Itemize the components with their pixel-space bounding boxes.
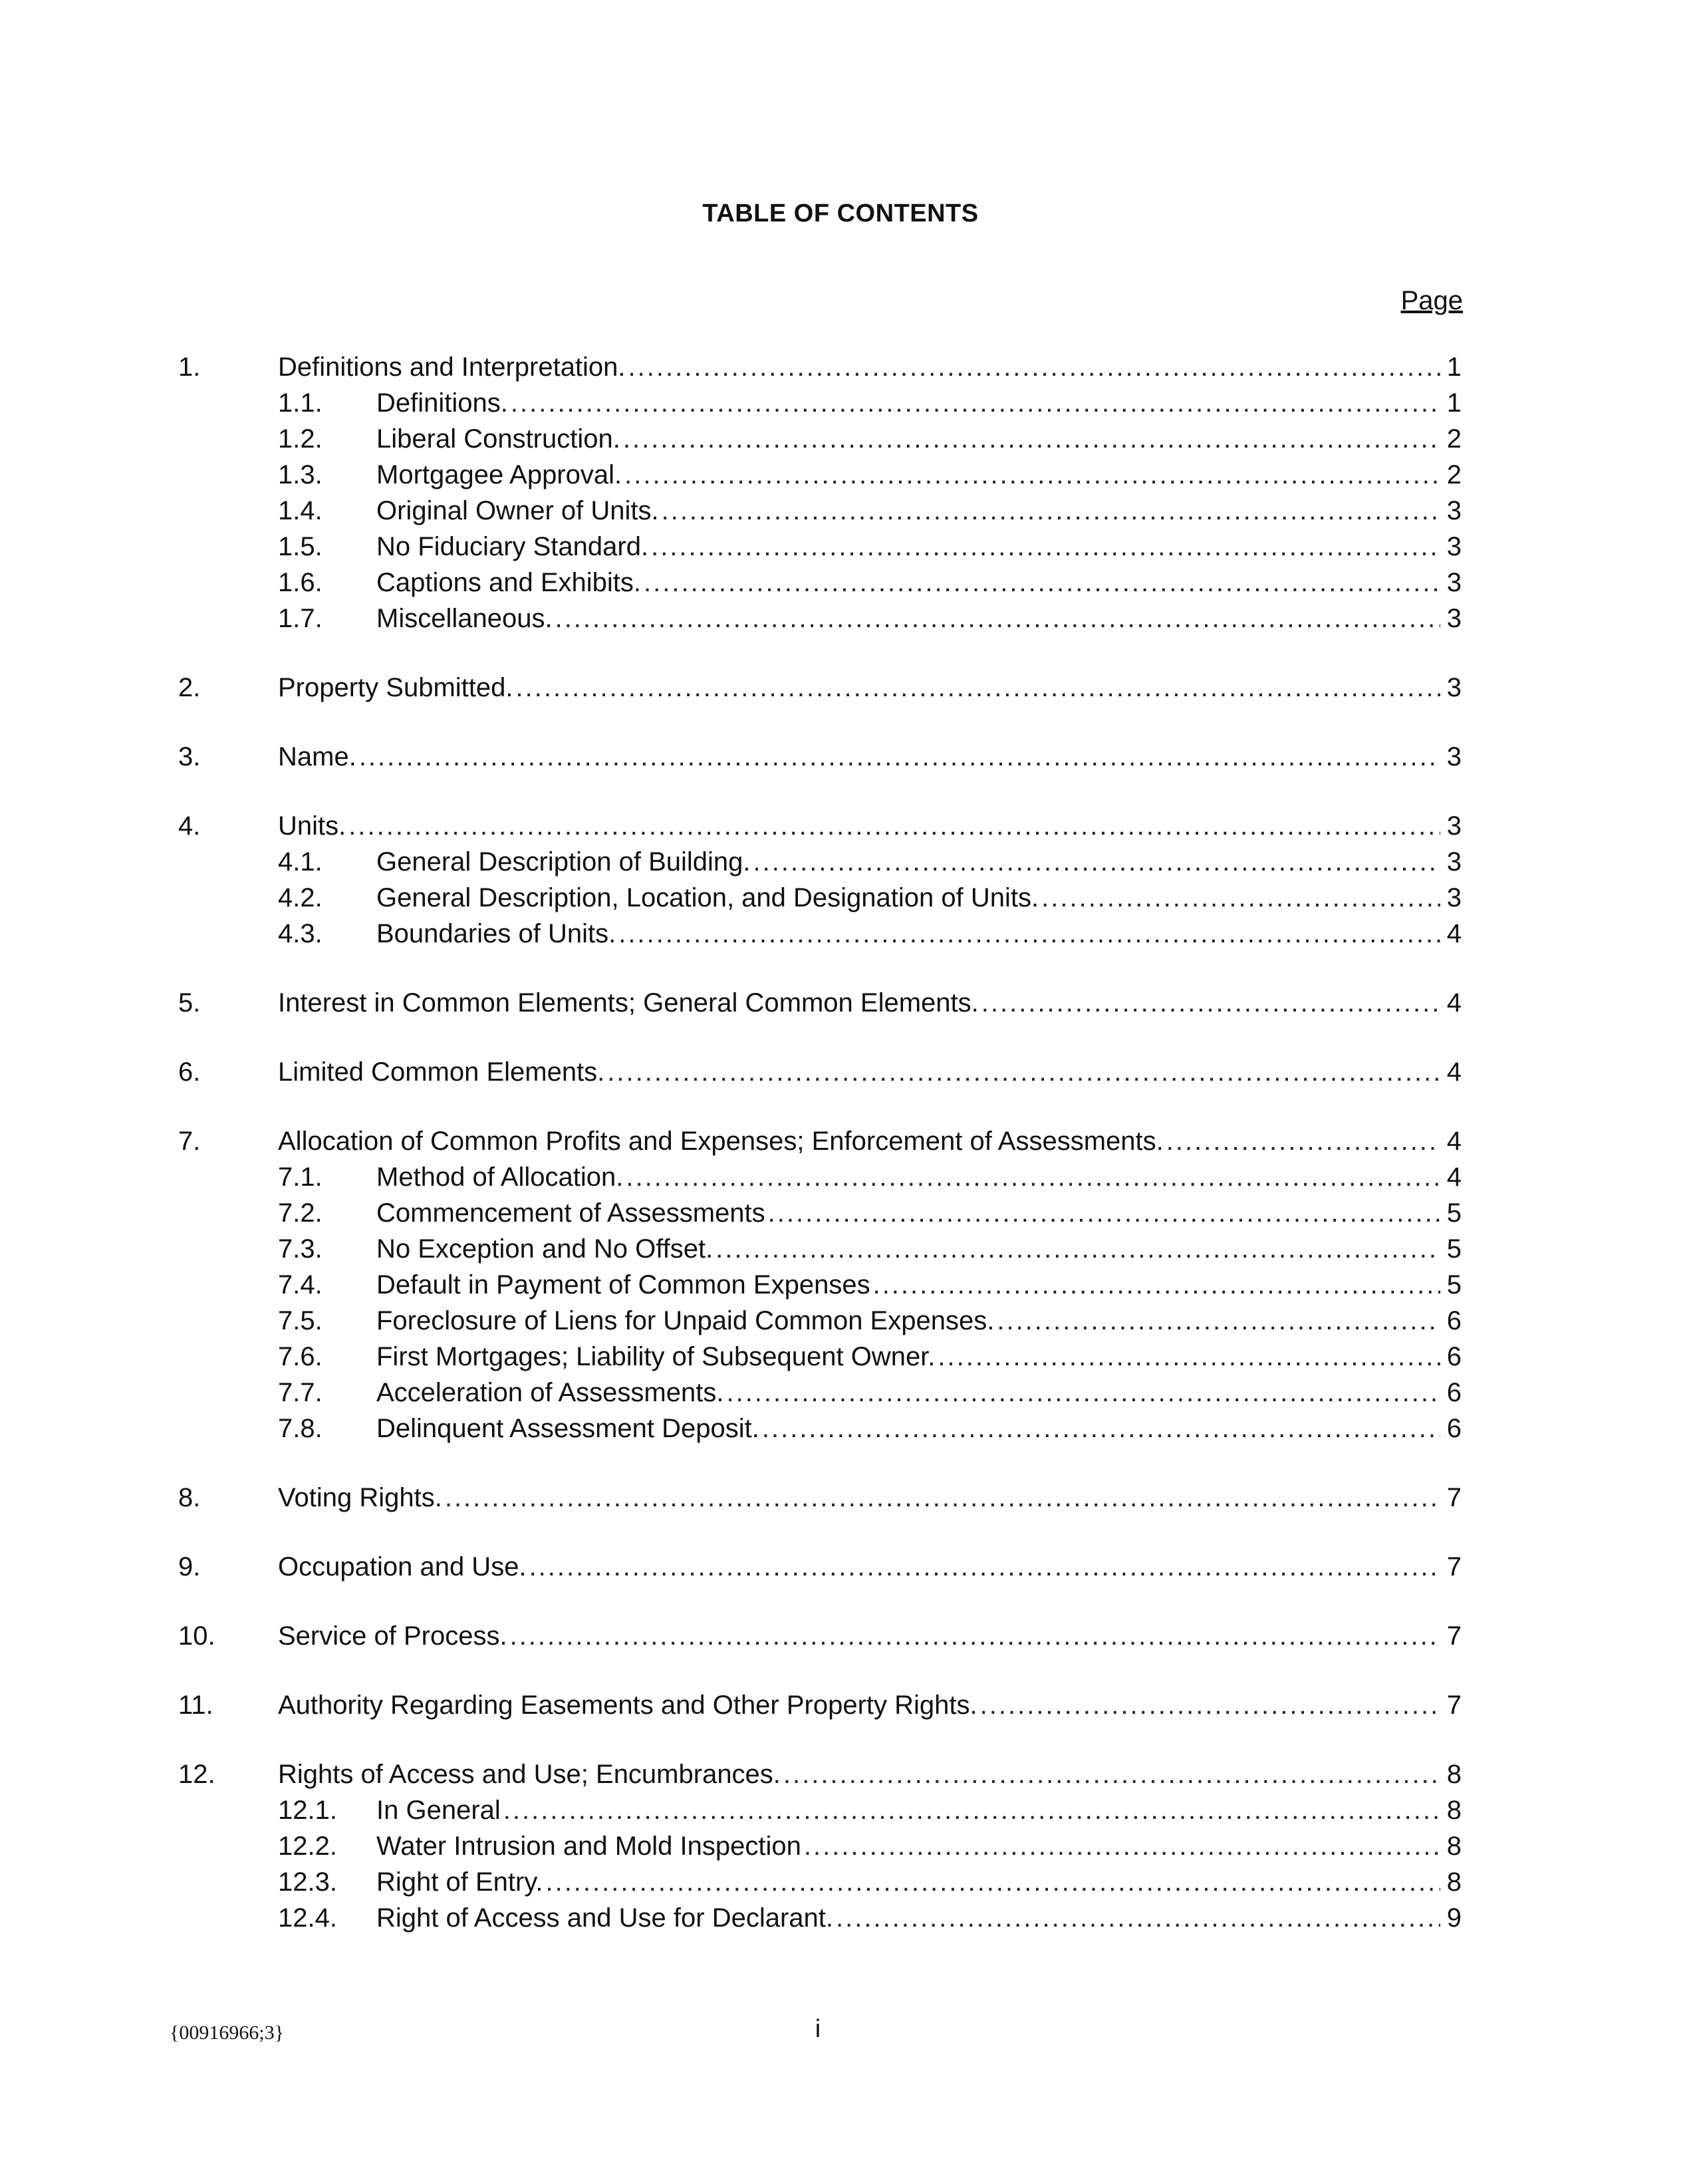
toc-entry-number: 7. [178, 1127, 201, 1156]
dot-leader [516, 670, 1441, 706]
toc-row [0, 1549, 1681, 1585]
toc-row [0, 916, 1681, 952]
toc-entry-title: Occupation and Use. [278, 1552, 527, 1581]
toc-row [0, 1123, 1681, 1159]
toc-entry-title: No Fiduciary Standard. [376, 532, 649, 561]
toc-entry-page: 8 [1446, 1760, 1462, 1789]
toc-entry-page: 3 [1446, 883, 1462, 912]
toc-entry-page: 8 [1446, 1867, 1462, 1897]
dot-leader [510, 1618, 1440, 1654]
toc-entry [376, 493, 1462, 529]
toc-row [0, 1756, 1681, 1792]
toc-entry-title: Default in Payment of Common Expenses [376, 1270, 870, 1299]
toc-entry-number: 1.7. [278, 604, 323, 633]
dot-leader [980, 1687, 1440, 1723]
dot-leader [938, 1339, 1440, 1375]
dot-leader [623, 421, 1440, 457]
toc-entry-page: 4 [1446, 919, 1462, 948]
toc-entry-title: Mortgagee Approval. [376, 460, 622, 489]
toc-row [0, 670, 1681, 706]
dot-leader [981, 985, 1440, 1021]
toc-row [0, 1411, 1681, 1446]
toc-entry-page: 3 [1446, 847, 1462, 877]
toc-entry-page: 8 [1446, 1832, 1462, 1861]
page-number: i [815, 2015, 821, 2043]
toc-row [0, 1054, 1681, 1090]
toc-row [0, 1864, 1681, 1900]
dot-leader [762, 1411, 1440, 1446]
toc-entry [376, 385, 1462, 421]
toc-entry-title: Captions and Exhibits. [376, 568, 642, 597]
toc-entry [278, 1756, 1462, 1792]
toc-entry-page: 6 [1446, 1378, 1462, 1407]
toc-entry-number: 7.2. [278, 1198, 323, 1228]
toc-entry [278, 739, 1462, 775]
toc-row [0, 421, 1681, 457]
toc-entry-title: Rights of Access and Use; Encumbrances. [278, 1760, 781, 1789]
toc-entry-title: Service of Process. [278, 1621, 507, 1651]
toc-row [0, 1900, 1681, 1936]
toc-entry-title: Boundaries of Units. [376, 919, 616, 948]
toc-entry-title: Water Intrusion and Mold Inspection [376, 1832, 801, 1861]
toc-entry-number: 7.6. [278, 1342, 323, 1371]
dot-leader [662, 493, 1440, 529]
toc-entry-title: Method of Allocation. [376, 1162, 624, 1192]
toc-entry-page: 3 [1446, 568, 1462, 597]
toc-entry [376, 1303, 1462, 1339]
dot-leader [628, 349, 1440, 385]
toc-entry-number: 4.3. [278, 919, 323, 948]
toc-entry-page: 5 [1446, 1234, 1462, 1264]
dot-leader [783, 1756, 1440, 1792]
page-title: TABLE OF CONTENTS [702, 200, 979, 227]
toc-entry-page: 3 [1446, 673, 1462, 702]
dot-leader [715, 1231, 1440, 1267]
toc-entry-title: Name. [278, 742, 356, 771]
toc-entry-page: 6 [1446, 1342, 1462, 1371]
toc-entry-number: 12.1. [278, 1796, 337, 1825]
toc-entry-number: 7.3. [278, 1234, 323, 1264]
toc-entry-page: 8 [1446, 1796, 1462, 1825]
toc-entry [376, 1828, 1462, 1864]
toc-entry-page: 3 [1446, 532, 1462, 561]
toc-entry-title: In General [376, 1796, 501, 1825]
toc-entry-number: 1.4. [278, 496, 323, 525]
toc-entry [278, 1549, 1462, 1585]
dot-leader [768, 1195, 1440, 1231]
toc-entry [376, 916, 1462, 952]
toc-entry-title: General Description, Location, and Designation of Units. [376, 883, 1039, 912]
dot-leader [555, 601, 1440, 636]
toc-entry-number: 5. [178, 988, 201, 1018]
toc-row [0, 1231, 1681, 1267]
toc-row [0, 1687, 1681, 1723]
toc-row [0, 880, 1681, 916]
toc-row [0, 1195, 1681, 1231]
toc-entry [278, 1123, 1462, 1159]
toc-entry-page: 5 [1446, 1198, 1462, 1228]
toc-entry-number: 7.7. [278, 1378, 323, 1407]
toc-row [0, 1375, 1681, 1411]
toc-entry-title: Original Owner of Units. [376, 496, 659, 525]
toc-entry [376, 880, 1462, 916]
toc-entry-title: Definitions and Interpretation. [278, 352, 626, 382]
toc-entry [376, 601, 1462, 636]
dot-leader [503, 1792, 1440, 1828]
toc-entry-page: 3 [1446, 811, 1462, 841]
toc-entry-title: Delinquent Assessment Deposit. [376, 1414, 759, 1443]
toc-entry-page: 5 [1446, 1270, 1462, 1299]
toc-entry-number: 4.2. [278, 883, 323, 912]
toc-row [0, 457, 1681, 493]
toc-entry-page: 9 [1446, 1903, 1462, 1933]
toc-row [0, 1792, 1681, 1828]
toc-entry-page: 1 [1446, 352, 1462, 382]
toc-entry [278, 670, 1462, 706]
toc-entry-title: Right of Access and Use for Declarant. [376, 1903, 833, 1933]
toc-entry-number: 6. [178, 1057, 201, 1087]
toc-entry-page: 7 [1446, 1691, 1462, 1720]
page-column-heading: Page [1400, 286, 1463, 315]
toc-entry-page: 4 [1446, 1127, 1462, 1156]
toc-entry [376, 1792, 1462, 1828]
toc-entry [376, 1339, 1462, 1375]
toc-entry [376, 1159, 1462, 1195]
toc-entry-title: Limited Common Elements. [278, 1057, 605, 1087]
toc-entry [376, 1900, 1462, 1936]
dot-leader [618, 916, 1440, 952]
toc-row [0, 1828, 1681, 1864]
toc-row [0, 493, 1681, 529]
dot-leader [348, 808, 1440, 844]
toc-row [0, 808, 1681, 844]
toc-entry [376, 1195, 1462, 1231]
dot-leader [624, 457, 1440, 493]
toc-entry-number: 11. [178, 1691, 213, 1720]
dot-leader [1041, 880, 1440, 916]
toc-row [0, 1267, 1681, 1303]
toc-entry-number: 8. [178, 1483, 201, 1512]
toc-entry-number: 1.1. [278, 388, 323, 418]
toc-entry-title: Units. [278, 811, 346, 841]
toc-entry-title: No Exception and No Offset. [376, 1234, 713, 1264]
toc-entry-title: Property Submitted. [278, 673, 513, 702]
toc-entry-title: Liberal Construction. [376, 424, 620, 454]
toc-entry [376, 1375, 1462, 1411]
dot-leader [626, 1159, 1440, 1195]
toc-entry-number: 1. [178, 352, 201, 382]
document-id: {00916966;3} [170, 2022, 285, 2044]
toc-row [0, 985, 1681, 1021]
toc-entry [278, 1054, 1462, 1090]
toc-entry-page: 6 [1446, 1306, 1462, 1335]
toc-entry [278, 349, 1462, 385]
toc-entry-page: 4 [1446, 988, 1462, 1018]
toc-row [0, 1480, 1681, 1516]
toc-entry-number: 1.5. [278, 532, 323, 561]
toc-entry-number: 7.5. [278, 1306, 323, 1335]
toc-entry-number: 1.6. [278, 568, 323, 597]
toc-entry-title: Right of Entry. [376, 1867, 543, 1897]
toc-entry-number: 7.8. [278, 1414, 323, 1443]
toc-entry-number: 9. [178, 1552, 201, 1581]
toc-row [0, 601, 1681, 636]
toc-entry-page: 7 [1446, 1552, 1462, 1581]
toc-entry-page: 3 [1446, 496, 1462, 525]
toc-row [0, 1303, 1681, 1339]
toc-entry [376, 529, 1462, 565]
toc-entry-title: First Mortgages; Liability of Subsequent Owner. [376, 1342, 936, 1371]
dot-leader [359, 739, 1440, 775]
dot-leader [529, 1549, 1440, 1585]
toc-entry-number: 7.1. [278, 1162, 323, 1192]
toc-row [0, 1339, 1681, 1375]
toc-row [0, 844, 1681, 880]
toc-entry-page: 2 [1446, 424, 1462, 454]
toc-entry [376, 1267, 1462, 1303]
toc-entry-number: 12. [178, 1760, 215, 1789]
toc-entry [376, 1411, 1462, 1446]
dot-leader [726, 1375, 1440, 1411]
toc-row [0, 1618, 1681, 1654]
toc-row [0, 529, 1681, 565]
toc-row [0, 349, 1681, 385]
toc-row [0, 565, 1681, 601]
toc-entry [278, 1618, 1462, 1654]
dot-leader [1166, 1123, 1440, 1159]
toc-entry [376, 457, 1462, 493]
toc-entry-page: 7 [1446, 1621, 1462, 1651]
toc-entry-page: 3 [1446, 742, 1462, 771]
toc-entry-title: Commencement of Assessments [376, 1198, 765, 1228]
dot-leader [753, 844, 1440, 880]
toc-entry-title: Acceleration of Assessments. [376, 1378, 724, 1407]
toc-entry-number: 10. [178, 1621, 215, 1651]
toc-entry-page: 2 [1446, 460, 1462, 489]
toc-entry-page: 1 [1446, 388, 1462, 418]
toc-entry-page: 4 [1446, 1057, 1462, 1087]
toc-entry-title: Miscellaneous. [376, 604, 553, 633]
toc-row [0, 739, 1681, 775]
toc-entry-title: Interest in Common Elements; General Common Elements. [278, 988, 979, 1018]
toc-entry-title: Voting Rights. [278, 1483, 442, 1512]
toc-entry-number: 12.2. [278, 1832, 337, 1861]
toc-entry-page: 4 [1446, 1162, 1462, 1192]
toc-entry-number: 2. [178, 673, 201, 702]
toc-entry-number: 7.4. [278, 1270, 323, 1299]
toc-entry-number: 12.4. [278, 1903, 337, 1933]
toc-entry [376, 565, 1462, 601]
toc-entry-title: General Description of Building. [376, 847, 751, 877]
dot-leader [511, 385, 1440, 421]
toc-entry-title: Authority Regarding Easements and Other Property Rights. [278, 1691, 977, 1720]
toc-row [0, 1159, 1681, 1195]
toc-row [0, 385, 1681, 421]
toc-entry [278, 1687, 1462, 1723]
dot-leader [836, 1900, 1440, 1936]
toc-entry-title: Allocation of Common Profits and Expenses; Enforcement of Assessments. [278, 1127, 1164, 1156]
dot-leader [545, 1864, 1440, 1900]
toc-entry [278, 1480, 1462, 1516]
dot-leader [997, 1303, 1440, 1339]
toc-entry [376, 421, 1462, 457]
toc-entry [376, 1864, 1462, 1900]
toc-entry-page: 6 [1446, 1414, 1462, 1443]
dot-leader [804, 1828, 1440, 1864]
toc-entry-number: 4.1. [278, 847, 323, 877]
toc-entry [376, 844, 1462, 880]
toc-entry-number: 4. [178, 811, 201, 841]
toc-entry [376, 1231, 1462, 1267]
dot-leader [651, 529, 1440, 565]
dot-leader [644, 565, 1440, 601]
toc-entry [278, 808, 1462, 844]
toc-entry-page: 3 [1446, 604, 1462, 633]
toc-entry-number: 1.3. [278, 460, 323, 489]
toc-entry-number: 1.2. [278, 424, 323, 454]
dot-leader [873, 1267, 1440, 1303]
toc-entry [278, 985, 1462, 1021]
toc-entry-number: 12.3. [278, 1867, 337, 1897]
toc-entry-title: Definitions. [376, 388, 508, 418]
toc-entry-number: 3. [178, 742, 201, 771]
toc-entry-title: Foreclosure of Liens for Unpaid Common Expenses. [376, 1306, 995, 1335]
toc-entry-page: 7 [1446, 1483, 1462, 1512]
dot-leader [445, 1480, 1440, 1516]
dot-leader [607, 1054, 1440, 1090]
